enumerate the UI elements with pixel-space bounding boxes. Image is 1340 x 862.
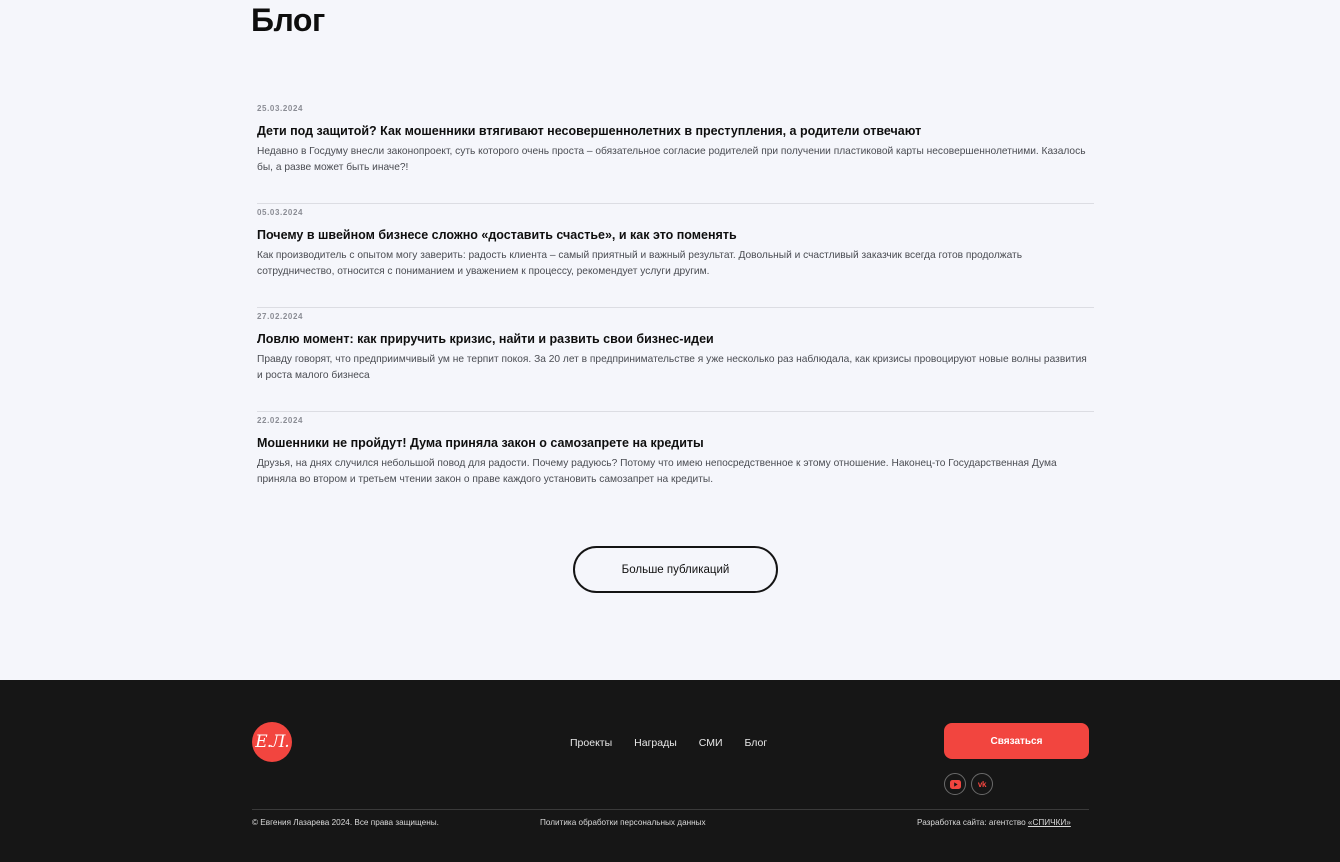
- post-date: 25.03.2024: [257, 104, 304, 113]
- agency-link[interactable]: «СПИЧКИ»: [1027, 818, 1071, 827]
- post-date: 27.02.2024: [257, 312, 304, 321]
- footer-nav-awards[interactable]: Награды: [634, 737, 677, 749]
- footer-nav: [570, 737, 767, 749]
- footer: [0, 680, 1340, 862]
- post-item[interactable]: [257, 412, 1094, 516]
- post-title[interactable]: Дети под защитой? Как мошенники втягивают несовершеннолетних в преступления, а родители отвечают: [257, 124, 922, 138]
- post-excerpt: Друзья, на днях случился небольшой повод для радости. Почему радуюсь? Потому что имею непосредственное к этому отношение. Наконец-то Государственная Дума приняла во втором и третьем чтении закон о праве каждого установить самозапрет на кредиты.: [257, 458, 1057, 485]
- footer-divider: [252, 809, 1089, 810]
- youtube-glyph: [950, 780, 961, 789]
- more-publications-button[interactable]: Больше публикаций: [573, 546, 778, 593]
- privacy-policy-link[interactable]: Политика обработки персональных данных: [540, 818, 706, 827]
- logo[interactable]: Е.Л.: [252, 722, 292, 762]
- post-excerpt: Как производитель с опытом могу заверить: радость клиента – самый приятный и важный результат. Довольный и счастливый заказчик всегда готов продолжать сотрудничество, относится с пониманием и уважением к процессу, рекомендует услуги другим.: [257, 250, 1023, 277]
- post-date: 05.03.2024: [257, 208, 304, 217]
- social-links: [944, 773, 993, 795]
- page-title: Блог: [251, 2, 325, 38]
- site-credits: [917, 818, 1071, 827]
- post-item[interactable]: [257, 204, 1094, 308]
- vk-glyph: vk: [977, 779, 987, 789]
- post-title[interactable]: Ловлю момент: как приручить кризис, найти и развить свои бизнес-идеи: [257, 332, 714, 346]
- post-excerpt: Правду говорят, что предприимчивый ум не терпит покоя. За 20 лет в предпринимательстве я уже несколько раз наблюдала, как кризисы провоцируют новые волны развития и роста малого бизнеса: [257, 354, 1087, 381]
- vk-icon[interactable]: [971, 773, 993, 795]
- post-excerpt: Недавно в Госдуму внесли законопроект, суть которого очень проста – обязательное согласие родителей при получении пластиковой карты несовершеннолетними. Казалось бы, а разве может быть иначе?!: [257, 146, 1086, 173]
- footer-nav-projects[interactable]: Проекты: [570, 737, 613, 749]
- credits-prefix: Разработка сайта: агентство: [917, 818, 1028, 827]
- copyright: © Евгения Лазарева 2024. Все права защищены.: [252, 818, 439, 827]
- post-title[interactable]: Мошенники не пройдут! Дума приняла закон о самозапрете на кредиты: [257, 436, 704, 450]
- youtube-icon[interactable]: [944, 773, 966, 795]
- post-item[interactable]: [257, 100, 1094, 204]
- post-title[interactable]: Почему в швейном бизнесе сложно «доставить счастье», и как это поменять: [257, 228, 737, 242]
- footer-nav-media[interactable]: СМИ: [698, 737, 723, 749]
- posts-list: [257, 100, 1094, 516]
- post-date: 22.02.2024: [257, 416, 304, 425]
- footer-nav-blog[interactable]: Блог: [744, 737, 768, 749]
- post-item[interactable]: [257, 308, 1094, 412]
- contact-button[interactable]: Связаться: [944, 723, 1089, 759]
